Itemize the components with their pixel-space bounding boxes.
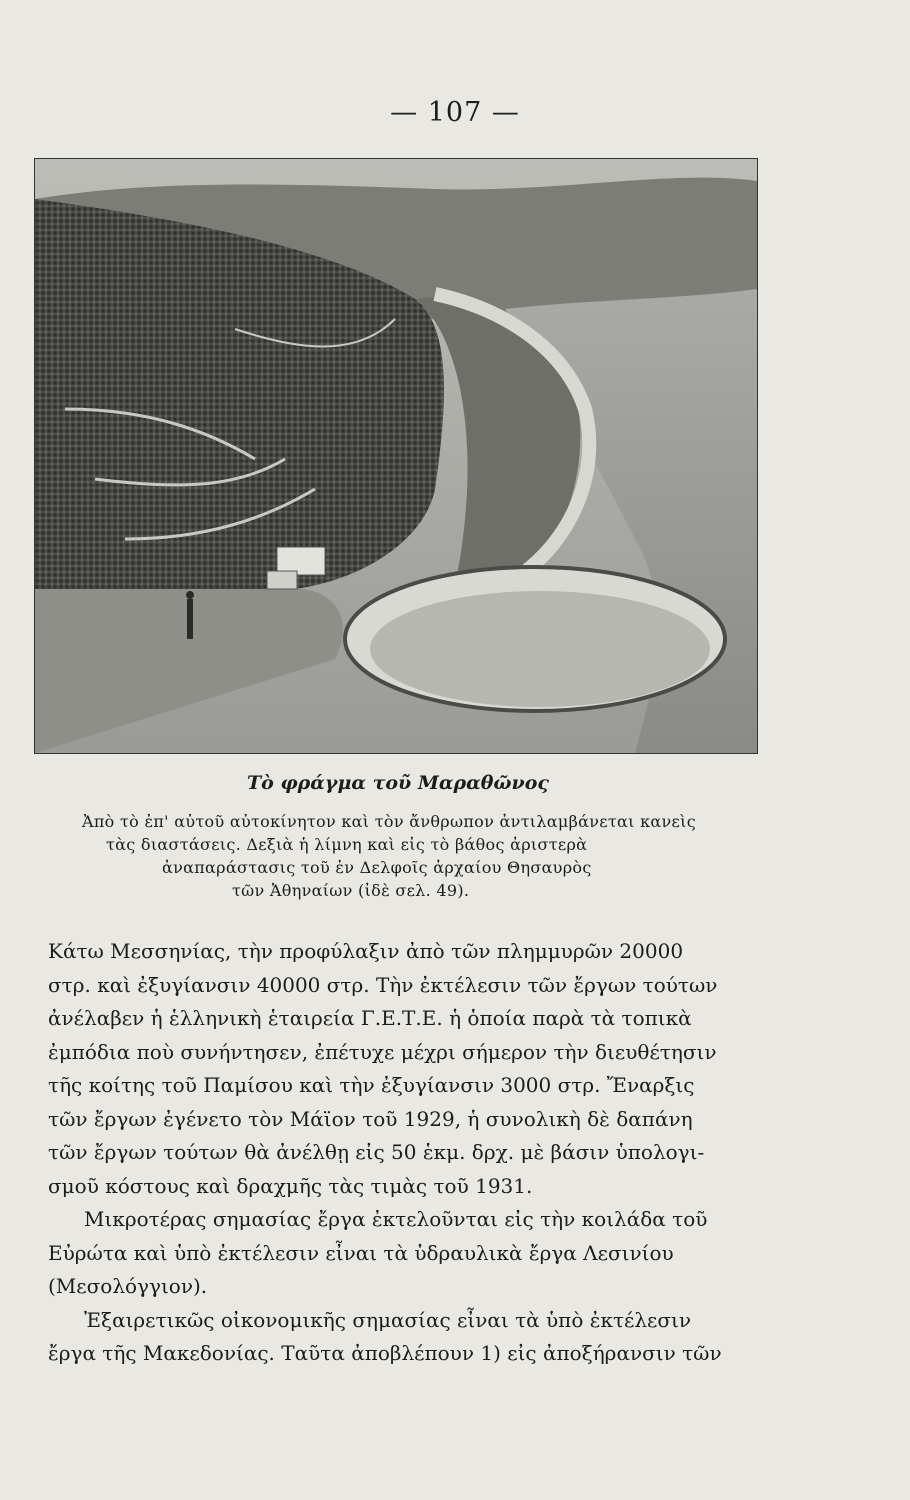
text-line: Κάτω Μεσσηνίας, τὴν προφύλαξιν ἀπὸ τῶν πλημμυρῶν 20000 [48, 939, 684, 963]
caption-line: τῶν Ἀθηναίων (ἰδὲ σελ. 49). [232, 881, 470, 900]
text-line: σμοῦ κόστους καὶ δραχμῆς τὰς τιμὰς τοῦ 1931. [48, 1173, 533, 1198]
text-line: ἔργα τῆς Μακεδονίας. Ταῦτα ἀποβλέπουν 1) εἰς ἀποξήρανσιν τῶν [48, 1341, 722, 1365]
text-line: τῶν ἔργων τούτων θὰ ἀνέλθῃ εἰς 50 ἑκμ. δρχ. μὲ βάσιν ὑπολογι- [48, 1140, 705, 1164]
paragraph-2 [48, 1203, 788, 1304]
figure-caption-body [82, 810, 782, 902]
paragraph-3 [48, 1304, 788, 1371]
text-line: Μικροτέρας σημασίας ἔργα ἐκτελοῦνται εἰς τὴν κοιλάδα τοῦ [84, 1207, 708, 1231]
text-line: τῆς κοίτης τοῦ Παμίσου καὶ τὴν ἐξυγίανσιν 3000 στρ. Ἔναρξις [48, 1073, 695, 1097]
body-text [48, 935, 788, 1371]
text-line: τῶν ἔργων ἐγένετο τὸν Μάϊον τοῦ 1929, ἡ συνολικὴ δὲ δαπάνη [48, 1106, 693, 1131]
caption-line: τὰς διαστάσεις. Δεξιὰ ἡ λίμνη καὶ εἰς τὸ βάθος ἀριστερὰ [106, 835, 588, 854]
text-line: ἀνέλαβεν ἡ ἑλληνικὴ ἑταιρεία Γ.Ε.Τ.Ε. ἡ ὁποία παρὰ τὰ τοπικὰ [48, 1006, 692, 1030]
text-line: Ἐξαιρετικῶς οἰκονομικῆς σημασίας εἶναι τὰ ὑπὸ ἐκτέλεσιν [84, 1307, 692, 1332]
dam-photograph [34, 158, 758, 754]
page-number: — 107 — [390, 97, 520, 128]
caption-line: Ἀπὸ τὸ ἐπ' αὐτοῦ αὐτοκίνητον καὶ τὸν ἄνθρωπον ἀντιλαμβάνεται κανεὶς [82, 812, 696, 831]
text-line: Εὐρώτα καὶ ὑπὸ ἐκτέλεσιν εἶναι τὰ ὑδραυλικὰ ἔργα Λεσινίου [48, 1240, 674, 1265]
caption-line: ἀναπαράστασις τοῦ ἐν Δελφοῖς ἀρχαίου Θησαυρὸς [162, 858, 592, 877]
text-line: (Μεσολόγγιον). [48, 1274, 208, 1298]
text-line: στρ. καὶ ἐξυγίανσιν 40000 στρ. Τὴν ἐκτέλεσιν τῶν ἔργων τούτων [48, 972, 718, 997]
text-line: ἐμπόδια ποὺ συνήντησεν, ἐπέτυχε μέχρι σήμερον τὴν διευθέτησιν [48, 1039, 717, 1064]
paragraph-1 [48, 935, 788, 1203]
figure-caption-title: Τὸ φράγμα τοῦ Μαραθῶνος [247, 772, 549, 794]
